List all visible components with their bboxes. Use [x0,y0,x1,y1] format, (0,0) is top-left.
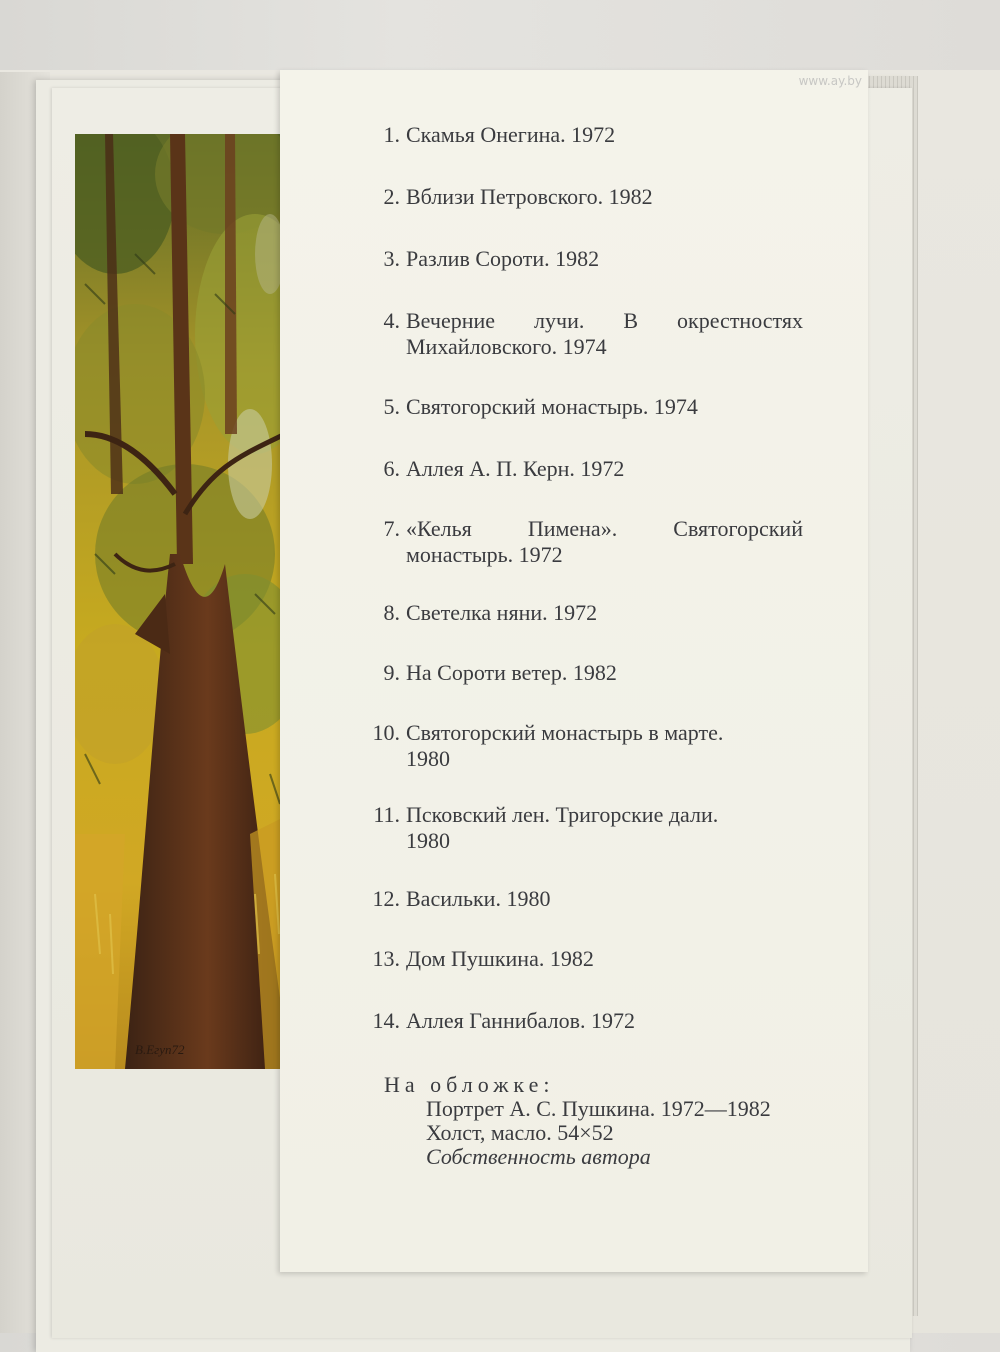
watermark: www.ay.by [798,74,862,88]
cover-medium: Холст, масло. 54×52 [426,1120,614,1145]
cover-portrait: Портрет А. С. Пушкина. 1972—1982 [426,1096,771,1121]
cover-owner: Собственность автора [426,1144,651,1169]
forest-painting [75,134,290,1069]
painting-list-card: www.ay.by 1. Скамья Онегина. 1972 2. Вблизи Петровского. 1982 3. Разлив Сороти. 1982 4. Вечерние лучи. В окрестностях Михайловского. 1974 5. Святогорский монастырь. 1974 6. Аллея А. П. Керн. 1972 7. «Келья Пимена». Святогорский монастырь. 1972 8. Светелка няни. 1972 9. На Сороти ветер. 1982 10. Святогорский монастырь в марте. 1980 11. Псковский лен. Тригорские дали. 1980 12. Васильки. 1980 13. Дом Пушкина. 1982 14. Аллея Ганнибалов. 1972 На обложке: Портрет А. С. Пушкина. 1972—1982 Холст, масло. 54×52 Собственность автора [280,70,868,1272]
cover-label: На обложке: [384,1072,555,1097]
painting-signature: В.Егуп72 [135,1042,185,1057]
